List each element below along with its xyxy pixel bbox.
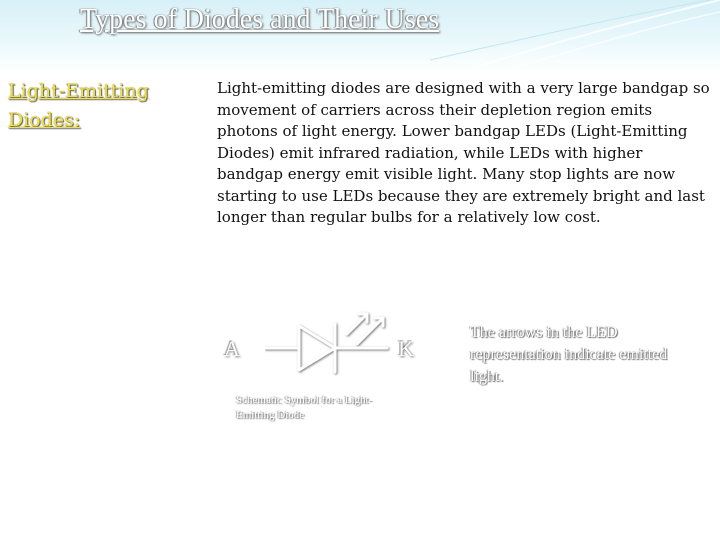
diode-triangle [299, 326, 335, 370]
symbol-caption: Schematic Symbol for a Light-Emitting Diode [236, 394, 373, 421]
cathode-label: K [398, 336, 414, 361]
arrows-note: The arrows in the LED representation indicate emitted light. [470, 324, 668, 385]
emission-arrow-1 [347, 314, 367, 334]
anode-label: A [224, 336, 240, 361]
side-heading: Light-Emitting Diodes: [8, 80, 149, 131]
header-swoosh-decoration [420, 0, 720, 72]
body-paragraph: Light-emitting diodes are designed with a very large bandgap so movement of carriers across their depletion region emits photons of light energy. Lower bandgap LEDs (Light-Emitting Diodes) emit infrared radiation, while LEDs with higher bandgap energy emit visible light. Many stop lights are now starting to use LEDs because they are extremely bright and last longer than regular bulbs for a relatively low cost. [217, 79, 710, 226]
slide-title: Types of Diodes and Their Uses [80, 4, 440, 35]
